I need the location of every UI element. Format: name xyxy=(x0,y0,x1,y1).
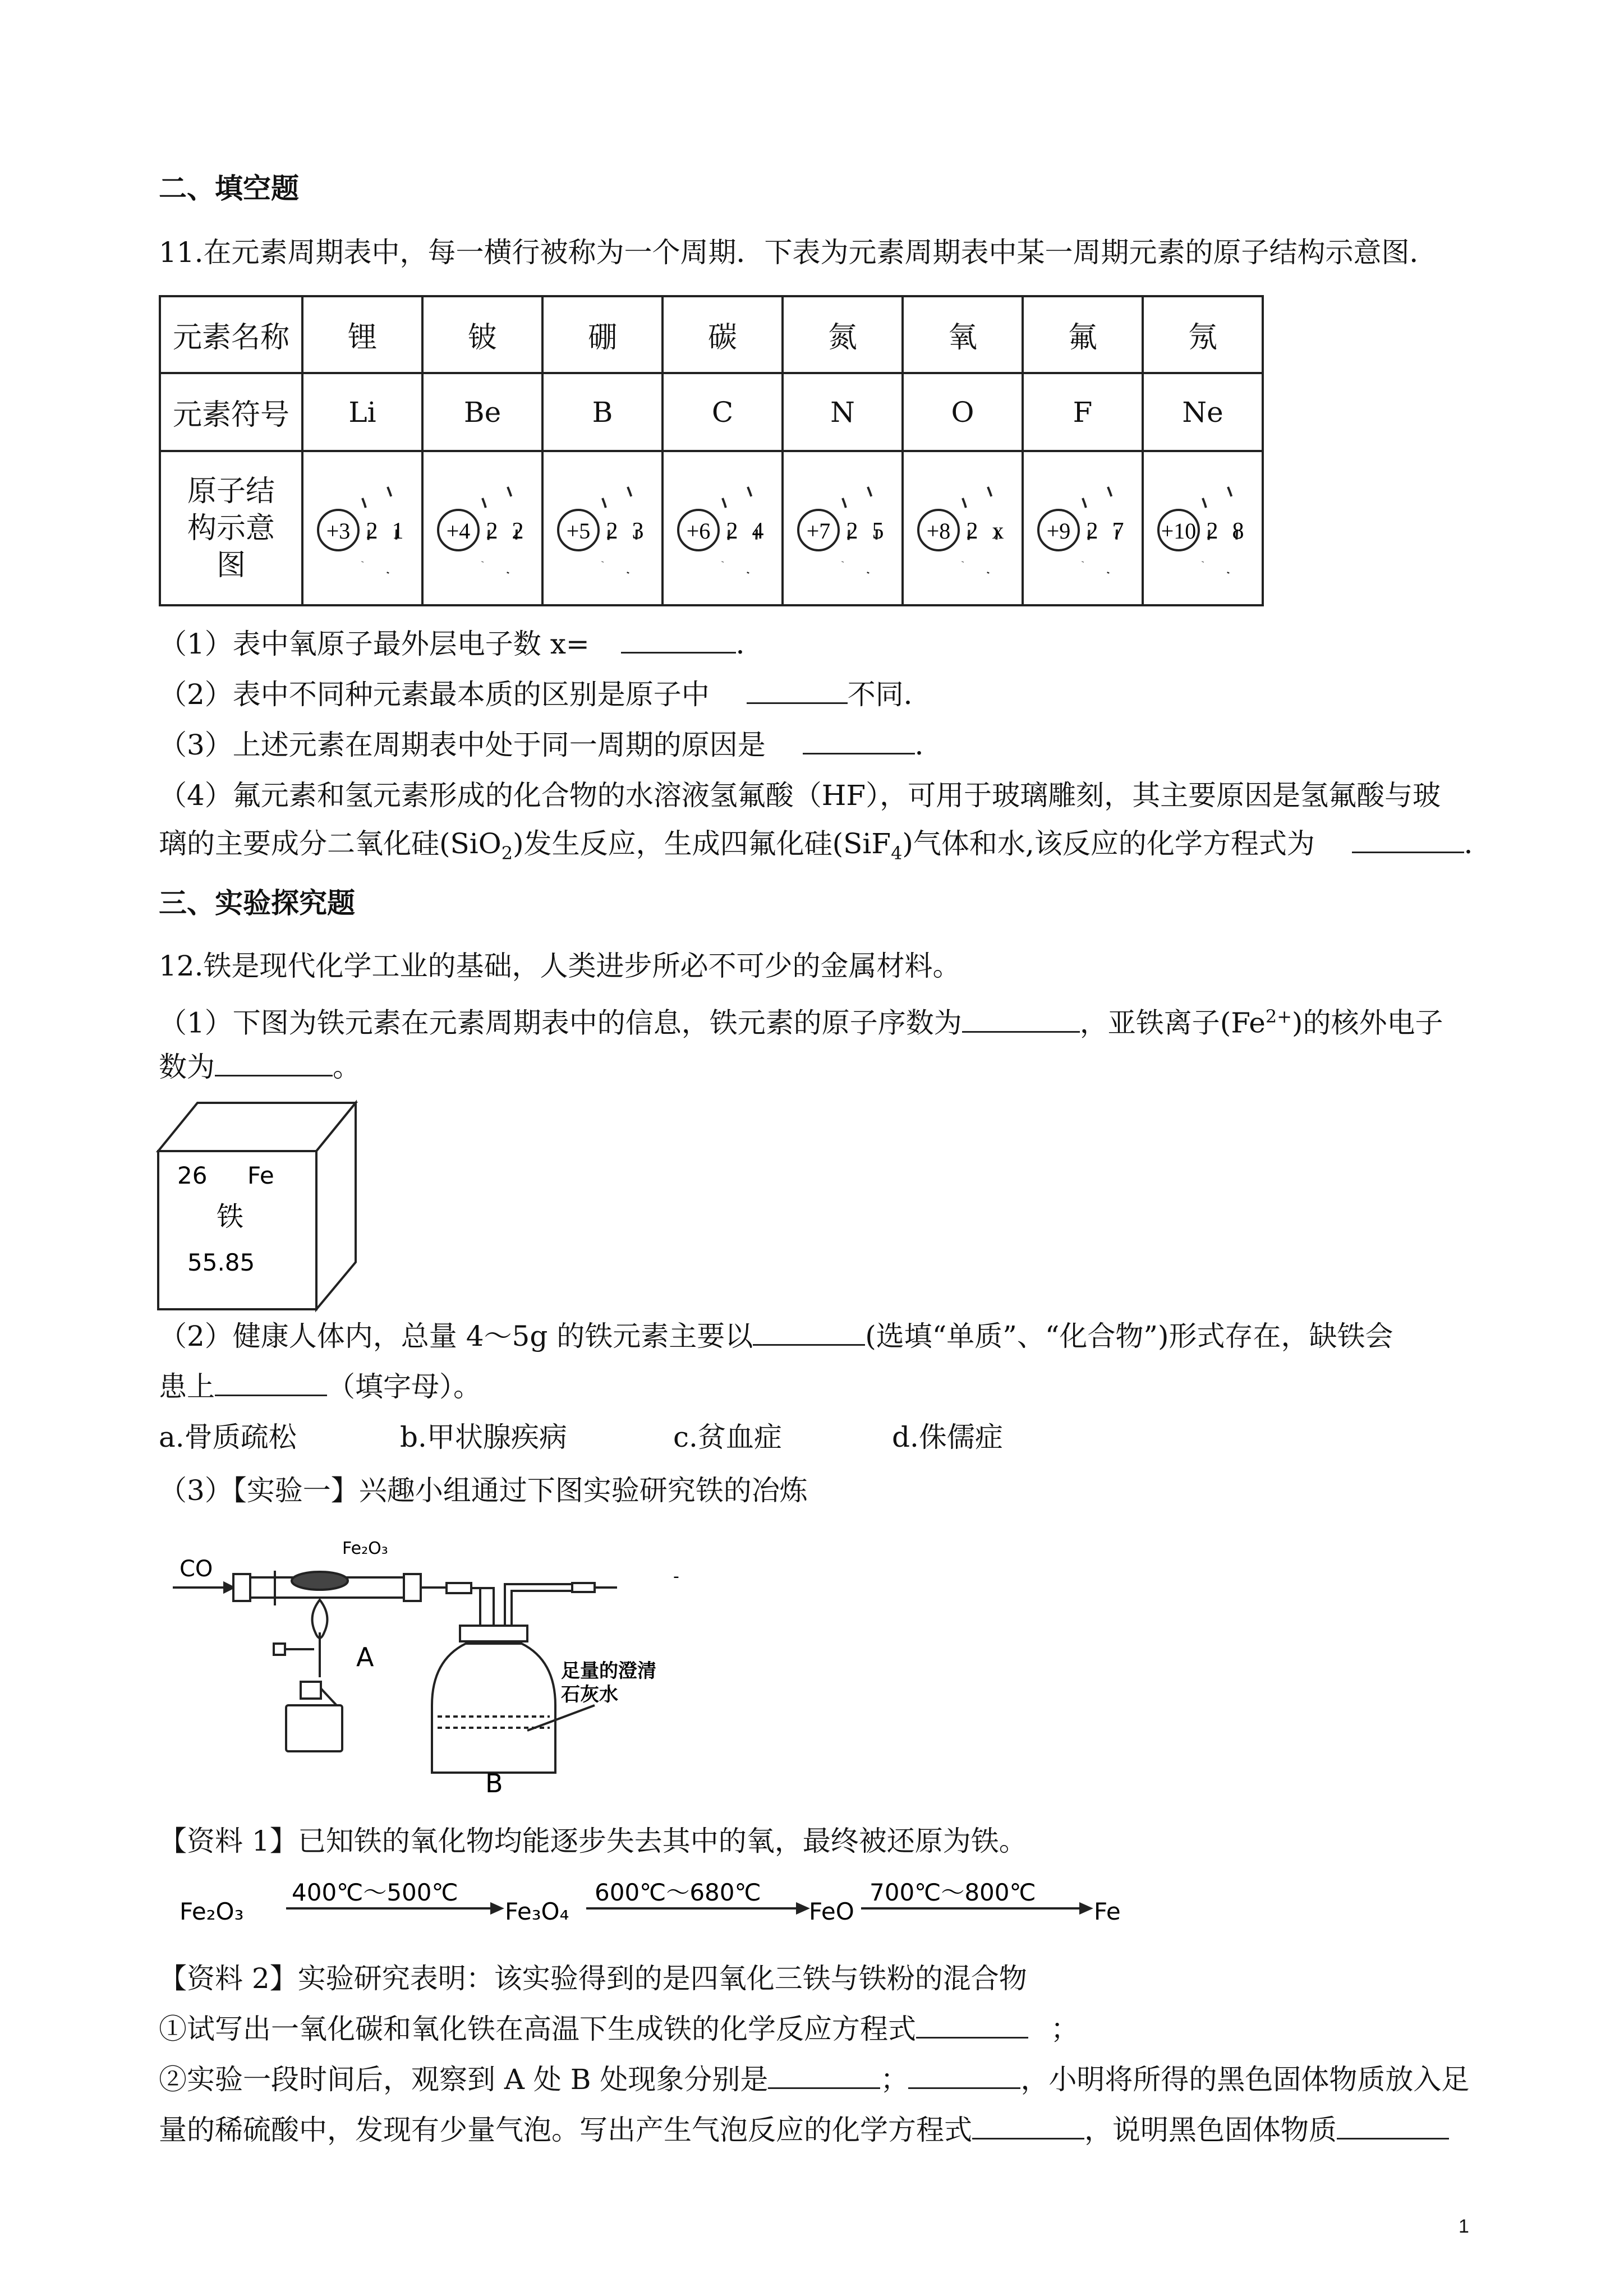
element-name-cell: 硼 xyxy=(542,296,663,373)
question-12-stem: 12.铁是现代化学工业的基础，人类进步所必不可少的金属材料。 xyxy=(159,950,961,982)
info-2: 【资料 2】实验研究表明：该实验得到的是四氧化三铁与铁粉的混合物 xyxy=(159,1962,1027,1995)
chain-condition-2: 600℃～680℃ xyxy=(595,1879,761,1906)
outer-electrons: 2 xyxy=(512,518,524,544)
atomic-mass: 55.85 xyxy=(187,1249,255,1276)
nucleus-charge: +6 xyxy=(686,518,711,544)
row-header-name: 元素名称 xyxy=(160,296,302,373)
outer-electrons: 1 xyxy=(392,518,404,544)
element-symbol-cell: B xyxy=(542,373,663,451)
q11-sub3: （3）上述元素在周期表中处于同一周期的原因是 ． xyxy=(159,729,943,761)
inner-electrons: 2 xyxy=(726,518,738,544)
section-heading-fill-in: 二、填空题 xyxy=(159,172,299,205)
option-b[interactable]: b.甲状腺疾病 xyxy=(400,1421,567,1453)
nucleus-charge: +7 xyxy=(806,518,831,544)
label-b: B xyxy=(485,1768,503,1795)
reduction-chain xyxy=(180,1868,1161,1930)
iron-periodic-tile xyxy=(155,1099,362,1313)
outer-electrons: 5 xyxy=(872,518,884,544)
nucleus-charge: +10 xyxy=(1161,518,1197,544)
label-a: A xyxy=(356,1642,374,1672)
table-row-names xyxy=(160,296,1263,373)
atom-diagram-cell xyxy=(302,451,422,605)
answer-blank[interactable] xyxy=(803,728,915,754)
element-symbol-cell: N xyxy=(783,373,903,451)
option-d[interactable]: d.侏儒症 xyxy=(892,1421,1003,1453)
element-symbol-cell: F xyxy=(1023,373,1143,451)
iron-smelting-apparatus xyxy=(168,1537,696,1795)
table-row-symbols xyxy=(160,373,1263,451)
option-c[interactable]: c.贫血症 xyxy=(673,1421,782,1453)
q11-sub4-line2: 璃的主要成分二氧化硅(SiO$_2$)发生反应，生成四氟化硅(SiF$_4$)气体和水,该反应的化学方程式为 ． xyxy=(159,827,1492,864)
co-label: CO xyxy=(180,1556,213,1582)
element-name-cell: 氟 xyxy=(1023,296,1143,373)
outer-electrons: 4 xyxy=(752,518,764,544)
q12-part3-ii-line1: ②实验一段时间后，观察到 A 处 B 处现象分别是 ； ，小明将所得的黑色固体物质放入足 xyxy=(159,2063,1470,2096)
table-row-structure xyxy=(160,451,1263,605)
limewater-label-2: 石灰水 xyxy=(561,1683,618,1706)
element-name-cell: 碳 xyxy=(663,296,783,373)
answer-blank[interactable] xyxy=(908,2063,1020,2089)
element-name-cell: 锂 xyxy=(302,296,422,373)
element-symbol-cell: Be xyxy=(422,373,542,451)
chain-feo: FeO xyxy=(809,1898,854,1925)
q12-part1-line2: 数为 。 xyxy=(159,1051,361,1083)
atom-diagram-cell xyxy=(1023,451,1143,605)
chain-fe2o3: Fe₂O₃ xyxy=(180,1898,244,1925)
answer-blank[interactable] xyxy=(916,2012,1028,2039)
atom-diagram-cell xyxy=(783,451,903,605)
answer-blank[interactable] xyxy=(1337,2113,1449,2139)
element-symbol-cell: Li xyxy=(302,373,422,451)
atomic-number: 26 xyxy=(177,1162,208,1189)
fe2o3-label: Fe₂O₃ xyxy=(342,1539,388,1558)
q12-part3-ii-line2: 量的稀硫酸中，发现有少量气泡。写出产生气泡反应的化学方程式 ，说明黑色固体物质 xyxy=(159,2112,1449,2148)
q11-sub1: （1）表中氧原子最外层电子数 x= ． xyxy=(159,628,764,660)
q12-part2-line2: 患上 （填字母）。 xyxy=(159,1370,481,1403)
element-symbol: Fe xyxy=(247,1162,274,1189)
limewater-label-1: 足量的澄清 xyxy=(561,1660,656,1682)
q11-sub4-line1: （4）氟元素和氢元素形成的化合物的水溶液氢氟酸（HF），可用于玻璃雕刻，其主要原因是氢氟酸与玻 xyxy=(159,779,1441,812)
element-name-cell: 氧 xyxy=(903,296,1023,373)
row-header-structure: 原子结构示意图 xyxy=(160,451,302,605)
answer-blank[interactable] xyxy=(1352,827,1464,853)
element-name-cell: 氮 xyxy=(783,296,903,373)
atom-diagram-cell xyxy=(542,451,663,605)
element-name: 铁 xyxy=(217,1201,244,1232)
inner-electrons: 2 xyxy=(366,518,378,544)
nucleus-charge: +3 xyxy=(326,518,351,544)
nucleus-charge: +8 xyxy=(926,518,951,544)
outer-electrons: 3 xyxy=(632,518,644,544)
stray-mark: - xyxy=(673,1567,679,1586)
chain-condition-1: 400℃～500℃ xyxy=(292,1879,458,1906)
row-header-symbol: 元素符号 xyxy=(160,373,302,451)
element-name-cell: 铍 xyxy=(422,296,542,373)
inner-electrons: 2 xyxy=(966,518,978,544)
answer-blank[interactable] xyxy=(621,627,736,654)
element-name-cell: 氖 xyxy=(1143,296,1263,373)
atom-diagram-cell xyxy=(903,451,1023,605)
q12-part3-i: ①试写出一氧化碳和氧化铁在高温下生成铁的化学反应方程式 ； xyxy=(159,2013,1079,2045)
element-symbol-cell: C xyxy=(663,373,783,451)
outer-electrons: 8 xyxy=(1232,518,1244,544)
nucleus-charge: +5 xyxy=(566,518,591,544)
inner-electrons: 2 xyxy=(1086,518,1098,544)
atom-diagram-cell xyxy=(663,451,783,605)
page-number: 1 xyxy=(1459,2216,1469,2237)
inner-electrons: 2 xyxy=(606,518,618,544)
chain-fe3o4: Fe₃O₄ xyxy=(505,1898,569,1925)
outer-electrons: 7 xyxy=(1112,518,1124,544)
element-symbol-cell: Ne xyxy=(1143,373,1263,451)
question-11-stem: 11.在元素周期表中，每一横行被称为一个周期．下表为元素周期表中某一周期元素的原子结构示意图． xyxy=(159,236,1438,269)
atom-diagram-cell xyxy=(422,451,542,605)
inner-electrons: 2 xyxy=(1206,518,1218,544)
answer-blank[interactable] xyxy=(753,1319,865,1346)
element-symbol-cell: O xyxy=(903,373,1023,451)
atom-diagram-cell xyxy=(1143,451,1263,605)
nucleus-charge: +4 xyxy=(446,518,471,544)
answer-blank[interactable] xyxy=(215,1050,333,1076)
answer-blank[interactable] xyxy=(972,2113,1084,2139)
chain-fe: Fe xyxy=(1094,1898,1121,1925)
inner-electrons: 2 xyxy=(486,518,498,544)
chain-condition-3: 700℃～800℃ xyxy=(869,1879,1036,1906)
answer-blank[interactable] xyxy=(768,2063,880,2089)
element-structure-table xyxy=(159,295,1264,606)
section-heading-experiment: 三、实验探究题 xyxy=(159,886,355,919)
outer-electrons: x xyxy=(992,518,1004,544)
q11-sub2: （2）表中不同种元素最本质的区别是原子中 不同． xyxy=(159,678,932,711)
inner-electrons: 2 xyxy=(846,518,858,544)
answer-blank[interactable] xyxy=(215,1370,327,1396)
option-a[interactable]: a.骨质疏松 xyxy=(159,1421,297,1453)
q12-part3: （3）【实验一】兴趣小组通过下图实验研究铁的冶炼 xyxy=(159,1474,808,1507)
q12-part1-line1: （1）下图为铁元素在元素周期表中的信息，铁元素的原子序数为 ，亚铁离子$(Fe^{2+})$的核外电子 xyxy=(159,1006,1443,1039)
nucleus-charge: +9 xyxy=(1046,518,1071,544)
info-1: 【资料 1】已知铁的氧化物均能逐步失去其中的氧，最终被还原为铁。 xyxy=(159,1825,1027,1857)
answer-blank[interactable] xyxy=(962,1006,1080,1033)
q12-part2-line1: （2）健康人体内，总量 4～5g 的铁元素主要以 (选填“单质”、“化合物”)形式存在，缺铁会 xyxy=(159,1320,1393,1352)
answer-blank[interactable] xyxy=(747,678,848,704)
